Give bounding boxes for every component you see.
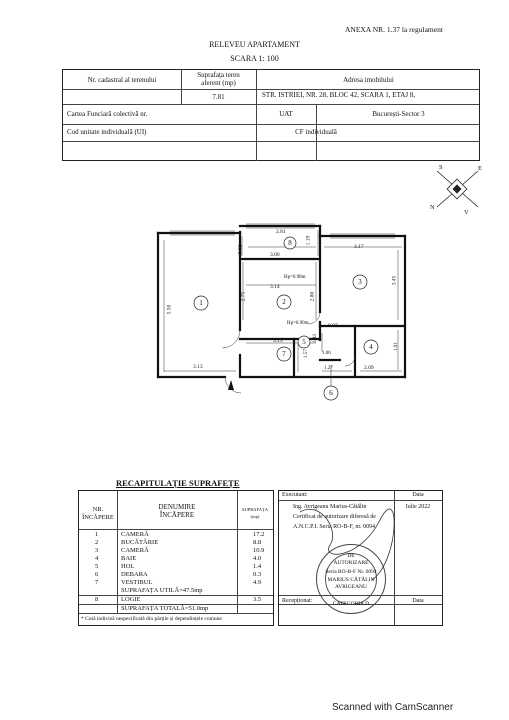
scanner-watermark: Scanned with CamScanner: [332, 702, 454, 713]
col-header-name-2: ÎNCĂPERE: [159, 511, 195, 519]
row-name: LOGIE: [121, 596, 141, 603]
dimension-label: 1.43: [312, 334, 318, 343]
col-header-nr-2: ÎNCĂPERE: [82, 514, 114, 521]
row-nr: 1: [95, 531, 99, 538]
uat-value: București-Sector 3: [372, 110, 425, 118]
dimension-label: 3.13: [273, 338, 283, 344]
date-header: Data: [412, 492, 424, 498]
dimension-label: 2.81: [276, 229, 286, 235]
dimension-label: 2.80: [309, 291, 316, 302]
document-scale: SCARA 1: 100: [230, 54, 279, 63]
col-header-area-2: (mp): [250, 514, 260, 519]
dimension-label: 0.87: [328, 323, 338, 329]
height-label: Hp=0.98m: [284, 275, 306, 280]
land-surface-label: Suprafața teren: [197, 71, 240, 79]
receptionat-label: Recepționat:: [282, 598, 313, 604]
compass-north: N: [430, 204, 435, 211]
row-nr: 7: [95, 579, 99, 586]
annex-reference: ANEXA NR. 1.37 la regulament: [345, 25, 443, 34]
dimension-label: 1.91: [393, 342, 399, 351]
dimension-label: 3.00: [270, 252, 280, 258]
dimension-label: 1.57: [303, 349, 309, 358]
room-number: 7: [282, 350, 286, 358]
dimension-label: 2.75: [240, 291, 247, 302]
dimension-label: 5.50: [166, 304, 173, 315]
recap-title: RECAPITULAȚIE SUPRAFEȚE: [116, 478, 240, 488]
col-header-nr: NR.: [92, 506, 104, 513]
executant-label: Executant:: [282, 492, 308, 498]
row-area: 0.3: [253, 571, 262, 578]
compass-west: V: [464, 209, 469, 216]
row-name: DEBARA: [121, 571, 148, 578]
address-value: STR. ISTRIEI, NR. 28, BLOC 42, SCARA 1, ETAJ 8,: [262, 91, 416, 99]
row-name: CAMERĂ: [121, 531, 149, 538]
dimension-label: 2.09: [364, 365, 374, 371]
dimension-label: 3.14: [270, 284, 280, 290]
stamp-line: Seria RO-B-F Nr. 0094: [325, 569, 377, 575]
uat-label: UAT: [279, 110, 293, 118]
row-area: 10.9: [253, 547, 265, 554]
row-area: 4.9: [253, 579, 262, 586]
row-area: 3.5: [253, 596, 262, 603]
room-number: 8: [288, 239, 292, 247]
stamp-line: AUTORIZARE: [333, 560, 369, 566]
footnote: * Cotă indiviză nespecificată din părțile și dependințele comune: [81, 616, 222, 622]
room-number: 5: [302, 338, 306, 346]
row-area: 8.8: [253, 539, 262, 546]
col-header-area: SUPRAFAȚA: [242, 507, 268, 512]
util-surface: SUPRAFAȚA UTILĂ=47.5mp: [121, 587, 203, 594]
row-name: BAIE: [121, 555, 137, 562]
room-number: 1: [199, 299, 203, 307]
dimension-label: 1.19: [305, 235, 312, 246]
height-label: Hp=0.90m: [287, 321, 309, 326]
room-number: 3: [358, 278, 362, 286]
dimension-label: 3.13: [193, 364, 203, 370]
dimension-label: 0.62: [237, 244, 244, 255]
row-name: VESTIBUL: [121, 579, 153, 586]
cadastral-number-label: Nr. cadastral al terenului: [87, 76, 157, 84]
row-name: BUCĂTĂRIE: [121, 539, 159, 546]
room-number: 2: [282, 298, 286, 306]
compass-south: S: [439, 164, 443, 171]
row-nr: 5: [95, 563, 99, 570]
row-area: 17.2: [253, 531, 265, 538]
dimension-label: 1.27: [324, 366, 333, 371]
stamp-line: AVRIGEANU: [335, 584, 367, 590]
execution-date: Iulie 2022: [405, 504, 431, 510]
row-area: 1.4: [253, 563, 262, 570]
stamp-line: DE: [347, 553, 355, 559]
stamp-line: MARIUS CĂTĂLIN: [327, 577, 375, 583]
row-nr: 8: [95, 596, 99, 603]
stamp-line: CATEGORIA D: [332, 601, 370, 607]
row-name: HOL: [121, 563, 135, 570]
dimension-label: 1.06: [322, 351, 331, 356]
surveyor-name: Ing. Avrigeanu Marius-Cătălin: [293, 504, 367, 510]
carte-funciara-label: Cartea Funciară colectivă nr.: [67, 110, 148, 118]
row-nr: 4: [95, 555, 99, 562]
certificate-text: Certificat de autorizare diferesă de: [293, 514, 376, 520]
col-header-name: DENUMIRE: [158, 503, 196, 511]
compass-east: E: [478, 165, 482, 172]
land-surface-value: 7.81: [212, 93, 225, 101]
total-surface: SUPRAFAȚA TOTALĂ=51.0mp: [121, 605, 209, 612]
ancpi-text: A.N.C.P.I. Seria RO-B-F, nr. 0094: [293, 524, 376, 530]
dimension-label: 3.17: [354, 244, 364, 250]
row-nr: 2: [95, 539, 99, 546]
unit-code-label: Cod unitate individuală (UI): [67, 128, 147, 136]
row-nr: 6: [95, 571, 99, 578]
cf-individual-label: CF individuală: [295, 128, 337, 136]
row-nr: 3: [95, 547, 99, 554]
dimension-label: 3.45: [391, 275, 398, 286]
document-title: RELEVEU APARTAMENT: [209, 40, 300, 49]
row-name: CAMERĂ: [121, 547, 149, 554]
date-header-2: Data: [412, 598, 424, 604]
land-surface-label-2: aferent (mp): [201, 79, 236, 87]
room-number: 6: [329, 389, 333, 397]
row-area: 4.0: [253, 555, 262, 562]
address-label: Adresa imobilului: [343, 76, 394, 84]
room-number: 4: [369, 343, 373, 351]
